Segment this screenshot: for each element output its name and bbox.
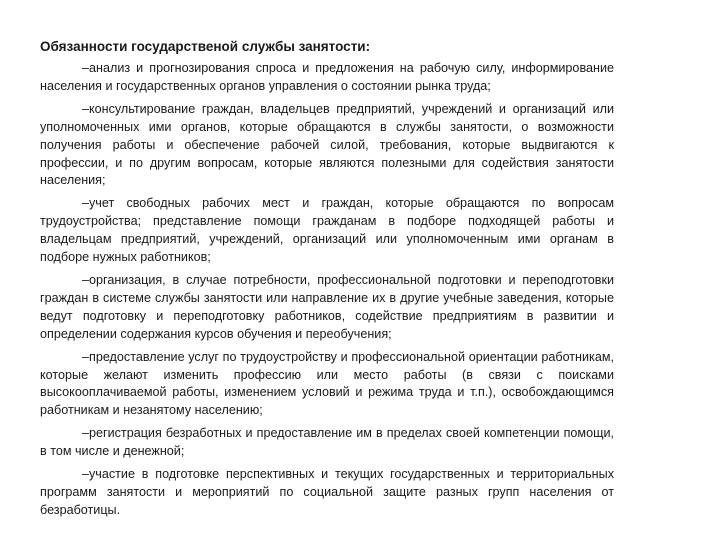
duty-item-employment-services: –предоставление услуг по трудоустройству и профессиональной ориентации работникам, которые желают изменить профессию или место работы (в связи с поисками высокооплачиваемой работы, изменением условий и режима труда и т.п.), освобождающимся работникам и незанятому населению;: [40, 349, 614, 418]
duty-item-training: –организация, в случае потребности, профессиональной подготовки и переподготовки граждан в системе службы занятости или направление их в другие учебные заведения, которые ведут подготовку и переподготовку работников, содействие предприятиям в развитии и определении содержания курсов обучения и переобучения;: [40, 272, 614, 341]
duty-item-vacancy-accounting: –учет свободных рабочих мест и граждан, которые обращаются по вопросам трудоустройства; представление помощи гражданам в подборе подходящей работы и владельцам предприятий, учреждений, организаций или уполномоченным ими органам в подборе нужных работников;: [40, 196, 614, 265]
duty-item-programs-participation: –участие в подготовке перспективных и текущих государственных и территориальных программ занятости и мероприятий по социальной защите разных групп населения от безработицы.: [40, 467, 614, 517]
duties-list: [40, 60, 614, 520]
duty-item-consulting: –консультирование граждан, владельцев предприятий, учреждений и организаций или уполномоченных ими органов, которые обращаются в службы занятости, о возможности получения работы и обеспечение рабочей силой, требования, которые выдвигаются к профессии, и по другим вопросам, которые являются полезными для содействия занятости населения;: [40, 101, 614, 188]
document-page: [40, 38, 614, 525]
duty-item-unemployed-registration: –регистрация безработных и предоставление им в пределах своей компетенции помощи, в том числе и денежной;: [40, 426, 614, 459]
duty-item-analysis: –анализ и прогнозирования спроса и предложения на рабочую силу, информирование населения и государственных органов управления о состоянии рынка труда;: [40, 61, 614, 93]
document-title: Обязанности государственой службы занятости:: [40, 39, 371, 54]
